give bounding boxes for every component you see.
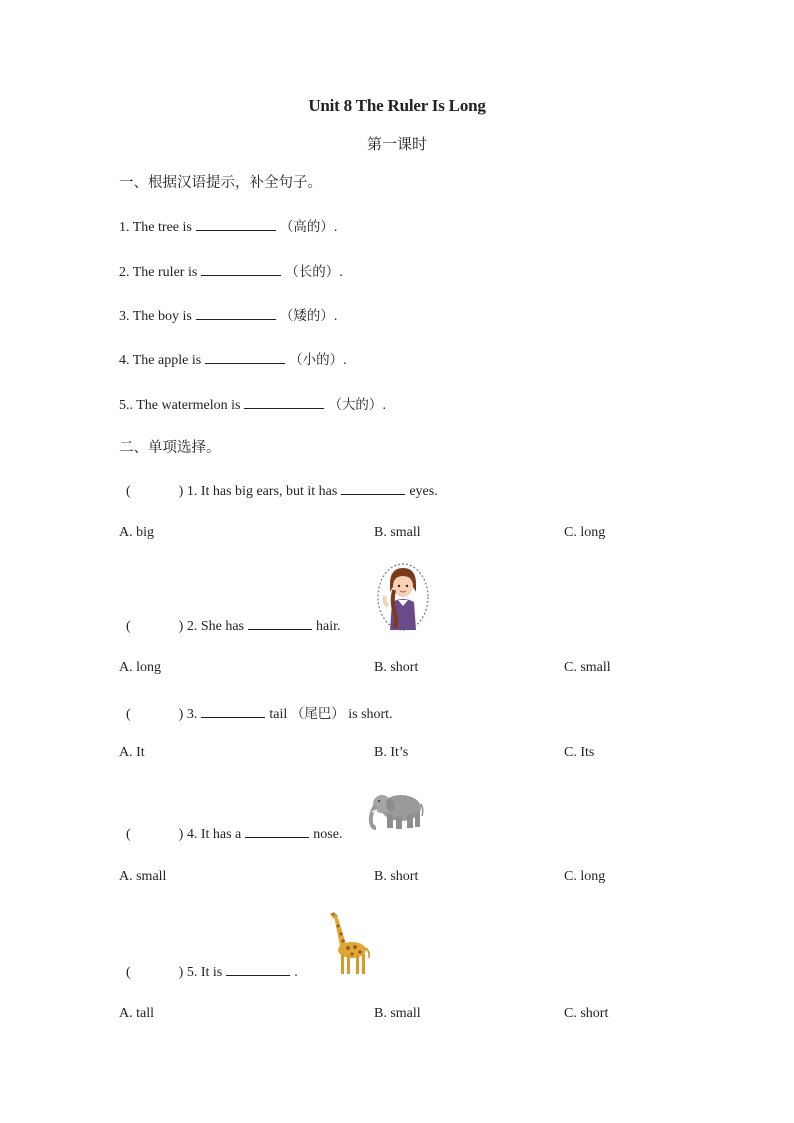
question-text-end: is short. [348, 707, 393, 722]
q3-option-c[interactable]: C. Its [564, 745, 595, 760]
item-punct: . [382, 398, 386, 413]
answer-blank[interactable] [248, 617, 312, 630]
item-punct: . [343, 353, 347, 368]
q2-option-a[interactable]: A. long [119, 660, 161, 675]
question-2 [126, 617, 341, 635]
q5-option-c[interactable]: C. short [564, 1006, 609, 1021]
answer-blank[interactable] [226, 963, 290, 976]
paren-close: ) [178, 827, 184, 842]
question-text-end: hair. [316, 619, 341, 634]
elephant-image [367, 790, 425, 832]
chinese-hint: （矮的） [279, 308, 334, 324]
girl-long-hair-image [376, 562, 430, 632]
question-5 [126, 963, 298, 981]
paren-close: ) [178, 965, 184, 980]
item-text: 4. The apple is [119, 353, 202, 368]
q3-option-b[interactable]: B. It’s [374, 745, 409, 760]
lesson-subtitle: 第一课时 [366, 135, 427, 153]
paren-close: ) [178, 484, 184, 499]
answer-blank[interactable] [205, 351, 285, 364]
item-punct: . [333, 220, 338, 235]
q1-option-a[interactable]: A. big [119, 525, 154, 540]
fill-item-5 [119, 393, 386, 414]
question-text: 2. She has [186, 619, 245, 634]
question-word: tail [269, 707, 288, 722]
fill-item-2 [119, 260, 343, 281]
chinese-hint: （大的） [328, 397, 383, 413]
paren-open: ( [126, 619, 131, 634]
giraffe-image [324, 910, 372, 976]
section-2-heading: 二、单项选择。 [119, 440, 221, 456]
fill-item-4 [119, 348, 347, 369]
item-text: 2. The ruler is [119, 265, 198, 280]
item-text: 3. The boy is [119, 309, 192, 324]
answer-blank[interactable] [245, 825, 309, 838]
question-text-end: nose. [313, 827, 343, 842]
paren-open: ( [126, 965, 131, 980]
paren-open: ( [126, 827, 131, 842]
question-text: 4. It has a [186, 827, 242, 842]
q5-option-b[interactable]: B. small [374, 1006, 421, 1021]
answer-blank[interactable] [341, 482, 405, 495]
paren-close: ) [178, 707, 184, 722]
paren-open: ( [126, 484, 131, 499]
item-text: 5.. The watermelon is [119, 398, 241, 413]
fill-item-1 [119, 215, 337, 236]
q2-option-b[interactable]: B. short [374, 660, 419, 675]
q1-option-b[interactable]: B. small [374, 525, 421, 540]
question-4 [126, 825, 342, 843]
item-punct: . [339, 265, 343, 280]
chinese-hint: （高的） [279, 219, 334, 235]
question-text: 1. It has big ears, but it has [186, 484, 338, 499]
question-1 [126, 482, 438, 500]
answer-blank[interactable] [196, 307, 276, 320]
q4-option-b[interactable]: B. short [374, 869, 419, 884]
q5-option-a[interactable]: A. tall [119, 1006, 154, 1021]
question-3 [126, 702, 393, 723]
q3-option-a[interactable]: A. It [119, 745, 145, 760]
item-punct: . [333, 309, 338, 324]
q4-option-a[interactable]: A. small [119, 869, 167, 884]
q2-option-c[interactable]: C. small [564, 660, 611, 675]
question-text-end: eyes. [409, 484, 438, 499]
item-text: 1. The tree is [119, 220, 192, 235]
chinese-hint: （小的） [289, 352, 344, 368]
answer-blank[interactable] [201, 263, 281, 276]
answer-blank[interactable] [201, 705, 265, 718]
section-1-heading: 一、根据汉语提示，补全句子。 [119, 175, 322, 191]
question-text: 5. It is [186, 965, 223, 980]
answer-blank[interactable] [244, 396, 324, 409]
page-title: Unit 8 The Ruler Is Long [308, 96, 486, 115]
answer-blank[interactable] [196, 218, 276, 231]
paren-close: ) [178, 619, 184, 634]
chinese-hint: （尾巴） [290, 706, 345, 722]
q1-option-c[interactable]: C. long [564, 525, 606, 540]
question-text: 3. [186, 707, 198, 722]
paren-open: ( [126, 707, 131, 722]
question-text-end: . [294, 965, 298, 980]
chinese-hint: （长的） [285, 264, 340, 280]
fill-item-3 [119, 304, 337, 325]
q4-option-c[interactable]: C. long [564, 869, 606, 884]
